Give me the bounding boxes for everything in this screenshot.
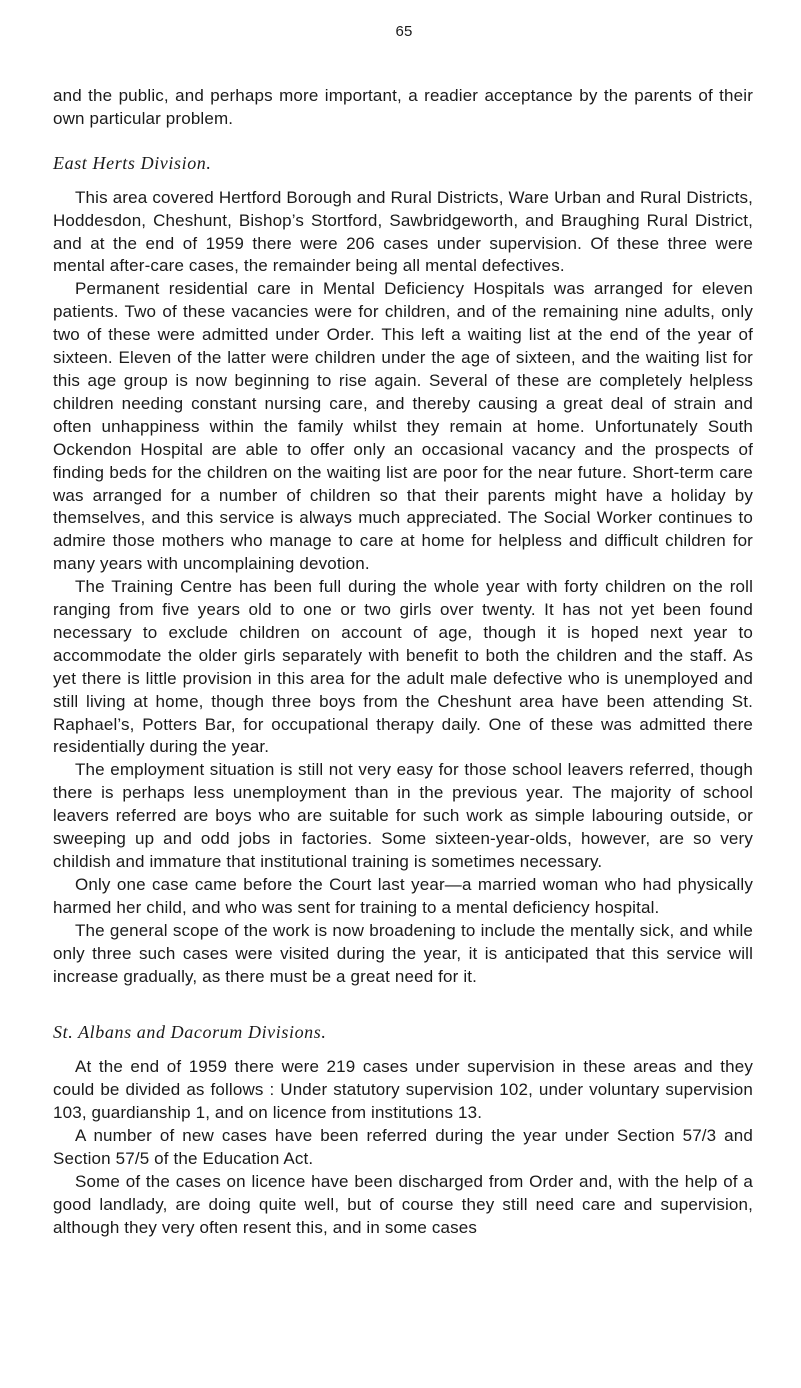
document-page [53, 22, 753, 1240]
intro-paragraph: and the public, and perhaps more important, a readier acceptance by the parents of their own particular problem. [53, 86, 753, 128]
paragraph: Only one case came before the Court last year—a married woman who had physically harmed her child, and who was sent for training to a mental deficiency hospital. [53, 874, 753, 917]
paragraph: A number of new cases have been referred during the year under Section 57/3 and Section 57/5 of the Education Act. [53, 1126, 753, 1168]
paragraph: The Training Centre has been full during the whole year with forty children on the roll ranging from five years old to one or two girls over twenty. It has not yet been found necessary to exclude children on account of age, though it is hoped next year to accommodate the older girls separately with benefit to both the children and the staff. As yet there is little provision in this area for the adult male defective who is unemployed and still living at home, though three boys from the Cheshunt area have been attending St. Raphael’s, Potters Bar, for occupational therapy daily. One of these was admitted there residentially during the year. [53, 577, 753, 757]
paragraph: The general scope of the work is now broadening to include the mentally sick, and while only three such cases were visited during the year, it is anticipated that this service will increase gradually, as there must be a great need for it. [53, 920, 753, 986]
page-number: 65 [395, 23, 413, 40]
section-heading-st-albans-dacorum: St. Albans and Dacorum Divisions. [53, 1022, 327, 1043]
paragraph: At the end of 1959 there were 219 cases under supervision in these areas and they could be divided as follows : Under statutory supervision 102, under voluntary supervision 103, guardianship 1, and on licence from institutions 13. [53, 1057, 753, 1123]
section-heading-east-herts: East Herts Division. [53, 152, 212, 173]
paragraph: The employment situation is still not very easy for those school leavers referred, though there is perhaps less unemployment than in the previous year. The majority of school leavers referred are boys who are suitable for such work as simple labouring outside, or sweeping up and odd jobs in factories. Some sixteen-year-olds, however, are so very childish and immature that institutional training is sometimes necessary. [53, 760, 753, 871]
paragraph: This area covered Hertford Borough and Rural Districts, Ware Urban and Rural Districts, Hoddesdon, Cheshunt, Bishop’s Stortford, Sawbridgeworth, and Braughing Rural District, and at the end of 1959 there were 206 cases under supervision. Of these three were mental after-care cases, the remainder being all mental defectives. [53, 187, 753, 276]
paragraph: Some of the cases on licence have been discharged from Order and, with the help of a good landlady, are doing quite well, but of course they still need care and supervision, although they very often resent this, and in some cases [53, 1171, 753, 1237]
paragraph: Permanent residential care in Mental Deficiency Hospitals was arranged for eleven patients. Two of these vacancies were for children, and of the remaining nine adults, only two of these were admitted under Order. This left a waiting list at the end of the year of sixteen. Eleven of the latter were children under the age of sixteen, and the waiting list for this age group is now beginning to rise again. Several of these are completely helpless children needing constant nursing care, and thereby causing a great deal of strain and often unhappiness within the family whilst they remain at home. Unfortunately South Ockendon Hospital are able to offer only an occasional vacancy and the prospects of finding beds for the children on the waiting list are poor for the near future. Short-term care was arranged for a number of children so that their parents might have a holiday by themselves, and this service is always much appreciated. The Social Worker continues to admire those mothers who manage to care at home for helpless and difficult children for many years with uncomplaining devotion. [53, 279, 753, 574]
